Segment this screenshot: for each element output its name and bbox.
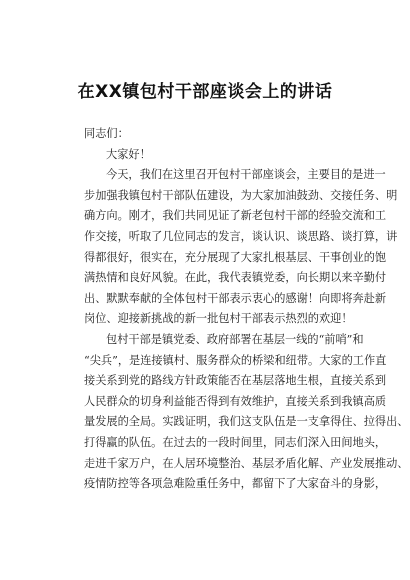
paragraph-line: 确方向。刚才，我们共同见证了新老包村干部的经验交流和工 bbox=[84, 209, 387, 223]
paragraph-line: 包村干部是镇党委、政府部署在基层一线的“前哨”和 bbox=[106, 332, 364, 346]
paragraph-line: 打得赢的队伍。在过去的一段时间里，同志们深入田间地头， bbox=[84, 435, 387, 449]
salutation-line: 同志们： bbox=[84, 127, 129, 140]
paragraph-line: 得都很好，很实在，充分展现了大家扎根基层、干事创业的饱 bbox=[84, 250, 387, 264]
paragraph-line: 步加强我镇包村干部队伍建设，为大家加油鼓劲、交接任务、明 bbox=[84, 188, 398, 202]
paragraph-line: 作交接，听取了几位同志的发言，谈认识、谈思路、谈打算，讲 bbox=[84, 229, 398, 243]
paragraph-line: 今天，我们在这里召开包村干部座谈会，主要目的是进一 bbox=[106, 168, 386, 182]
paragraph-line: 出、默默奉献的全体包村干部表示衷心的感谢！向即将奔赴新 bbox=[84, 291, 387, 305]
greeting-line: 大家好！ bbox=[106, 147, 151, 161]
paragraph-line: 疫情防控等各项急难险重任务中，都留下了大家奋斗的身影， bbox=[84, 477, 387, 491]
paragraph-line: 接关系到党的路线方针政策能否在基层落地生根，直接关系到 bbox=[84, 374, 387, 388]
paragraph-line: 岗位、迎接新挑战的新一批包村干部表示热烈的欢迎！ bbox=[84, 312, 353, 326]
paragraph-line: 走进千家万户，在人居环境整治、基层矛盾化解、产业发展推动、 bbox=[84, 456, 409, 470]
document-title: 在XX镇包村干部座谈会上的讲话 bbox=[77, 82, 333, 102]
document-body bbox=[84, 124, 409, 495]
paragraph-line: 量发展的全局。实践证明，我们这支队伍是一支拿得住、拉得出、 bbox=[84, 415, 409, 429]
paragraph-line: 满热情和良好风貌。在此，我代表镇党委，向长期以来辛勤付 bbox=[84, 271, 387, 285]
paragraph-line: 人民群众的切身利益能否得到有效维护，直接关系到我镇高质 bbox=[84, 394, 387, 408]
paragraph-line: “尖兵”，是连接镇村、服务群众的桥梁和纽带。大家的工作直 bbox=[84, 353, 387, 367]
